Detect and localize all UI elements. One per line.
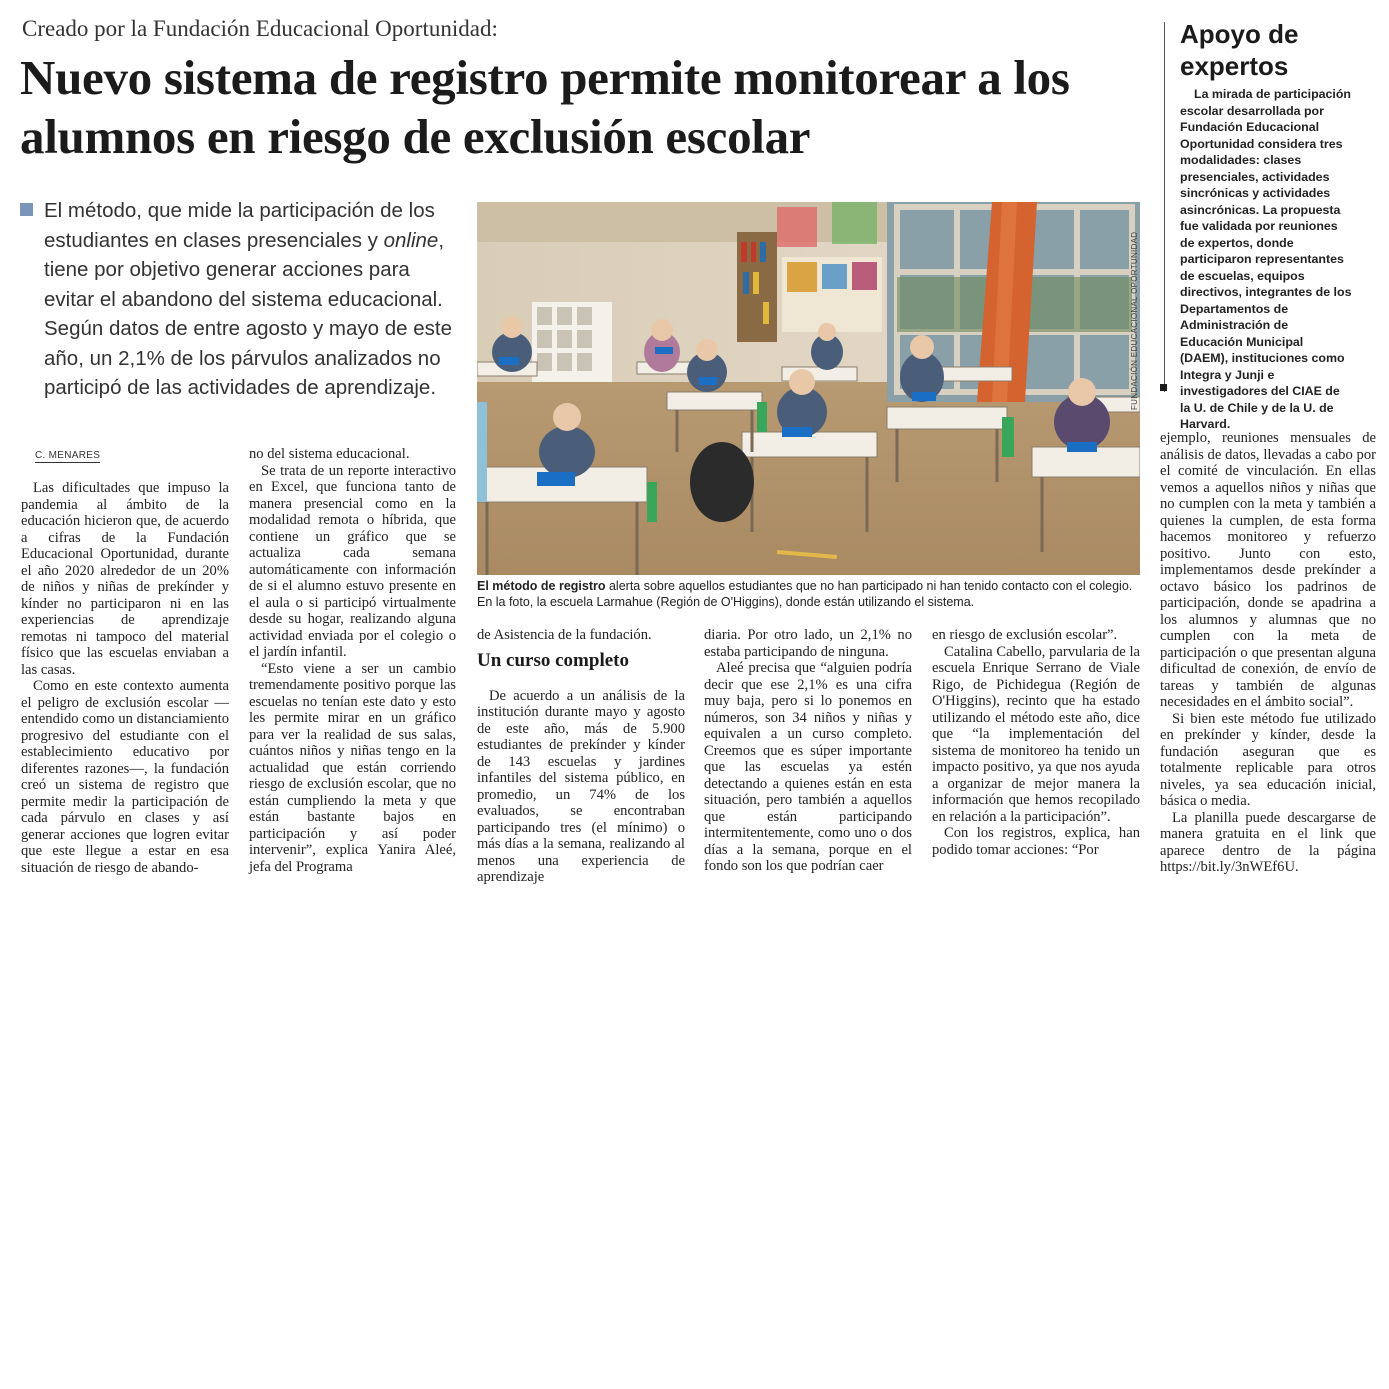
paragraph-continuation: no del sistema educacional. [249,446,410,462]
bullet-square-icon [20,203,33,216]
article-lead [20,196,465,403]
paragraph: La planilla puede descargarse de manera gratuita en el link que aparece dentro de la página https://bit.ly/3nWEf6U. [1160,809,1376,875]
body-column-1 [21,480,229,876]
body-column-4 [704,627,912,875]
photo-caption [477,578,1142,610]
paragraph: Las dificultades que impuso la pandemia al ámbito de la educación hicieron que, de acuerdo a cifras de la Fundación Educacional Oportunidad, durante el año 2020 alrededor de un 20% de niños y niñas de prekínder y kínder no participaron ni en las experiencias de aprendizaje remotas ni tampoco del material físico que las escuelas enviaban a las casas. [21,480,229,678]
sidebar-paragraph: La mirada de participación escolar desarrollada por Fundación Educacional Oportunidad considera tres modalidades: clases presenciales, actividades sincrónicas y actividades asincrónicas. La propuesta fue validada por reuniones de expertos, donde participaron representantes de escuelas, equipos directivos, integrantes de los Departamentos de Administración de Educación Municipal (DAEM), instituciones como Integra y Junji e investigadores del CIAE de la U. de Chile y de la U. de Harvard. [1180,87,1352,431]
body-column-3 [477,627,685,886]
lead-text-part2: , tiene por objetivo generar acciones para evitar el abandono del sistema educacional. Según datos de entre agosto y mayo de este año, un 2,1% de los párvulos analizados no participó de las actividades de aprendizaje. [44,228,452,399]
paragraph-continuation: en riesgo de exclusión escolar”. [932,627,1118,643]
sidebar-divider [1164,22,1165,392]
paragraph: Se trata de un reporte interactivo en Excel, que funciona tanto de manera presencial como en la modalidad remota o híbrida, que contiene un gráfico que se actualiza cada semana automáticamente con información de si el alumno estuvo presente en el aula o si participó virtualmente desde su hogar, realizando alguna actividad enviada por el colegio o el jardín infantil. [249,462,456,660]
paragraph: Catalina Cabello, parvularia de la escuela Enrique Serrano de Viale Rigo, de Pichidegua (Región de O'Higgins), recinto que ha estado utilizando el método este año, dice que “la implementación del sistema de monitoreo ha tenido un impacto positivo, ya que nos ayuda a organizar de mejor manera la información que hemos recopilado en relación a la participación”. [932,643,1140,825]
paragraph: Aleé precisa que “alguien podría decir que ese 2,1% es una cifra muy baja, pero si lo ponemos en números, son 34 niños y niñas y equivalen a un curso completo. Creemos que es súper importante que las escuelas ya estén detectando a quienes están en esta situación, pero también a aquellos que están participando intermitentemente, como uno o dos días a la semana, porque en el fondo son los que podrían caer [704,660,912,874]
byline: C. MENARES [35,450,101,461]
end-square-icon [1160,384,1167,391]
paragraph: “Esto viene a ser un cambio tremendamente positivo porque las escuelas no tenían este dato y esto les permite mirar en un gráfico para ver la realidad de sus salas, cuántos niños y niñas tengo en la actualidad que están corriendo riesgo de exclusión escolar, que no están cumpliendo la meta y que están bastante bajos en participación y así poder intervenir”, explica Yanira Aleé, jefa del Programa [249,660,456,875]
paragraph-continuation: de Asistencia de la fundación. [477,627,652,643]
paragraph: Si bien este método fue utilizado en prekínder y kínder, desde la fundación aseguran que es totalmente replicable para otros niveles, ya sea educación inicial, básica o media. [1160,710,1376,809]
section-subheading: Un curso completo [477,649,629,671]
lead-text-italic: online [383,228,439,252]
body-column-5 [932,627,1140,858]
caption-lead: El método de registro [477,579,606,593]
paragraph: De acuerdo a un análisis de la institución durante mayo y agosto de este año, más de 5.900 estudiantes de prekínder y kínder de 143 escuelas y jardines infantiles del sistema público, en promedio, un 74% de los evaluados, se encontraban participando tres (el mínimo) o más días a la semana, realizando al menos una experiencia de aprendizaje [477,687,685,885]
sidebar-title: Apoyo de expertos [1180,19,1299,81]
photo-credit: FUNDACIÓN EDUCACIONAL OPORTUNIDAD [1130,231,1139,410]
lead-text [44,196,465,403]
article-headline: Nuevo sistema de registro permite monitorear a los alumnos en riesgo de exclusión escolar [20,50,1070,164]
sidebar-body [1180,86,1352,433]
body-column-6 [1160,430,1376,876]
paragraph: Con los registros, explica, han podido tomar acciones: “Por [932,825,1140,858]
paragraph: Como en este contexto aumenta el peligro de exclusión escolar —entendido como un distanciamiento progresivo del estudiante con el establecimiento educativo por diferentes razones—, la fundación creó un sistema de registro que permite medir la participación de cada párvulo en clases y así generar acciones que logren evitar que este llegue a estar en esa situación de riesgo de abando- [21,678,229,876]
body-column-2 [249,446,456,875]
paragraph-continuation: diaria. Por otro lado, un 2,1% no estaba participando de ninguna. [704,627,912,660]
caption-text: alerta sobre aquellos estudiantes que no han participado ni han tenido contacto con el colegio. En la foto, la escuela Larmahue (Región de O'Higgins), donde están utilizando el sistema. [477,579,1133,609]
paragraph-continuation: ejemplo, reuniones mensuales de análisis de datos, llevadas a cabo por el comité de vinculación. En ellas vemos a aquellos niños y niñas que no cumplen con la meta y también a quienes la cumplen, de esta forma hacemos monitoreo y refuerzo positivo. Junto con esto, implementamos desde prekínder a octavo básico los padrinos de participación, donde se apadrina a los alumnos y alumnas que no cumplen con la meta de participación o que presentan alguna dificultad de conexión, de envío de tareas y también de algunas necesidades en el ámbito social”. [1160,430,1376,710]
article-kicker: Creado por la Fundación Educacional Oportunidad: [22,16,498,41]
classroom-photo [477,202,1140,575]
lead-text-part1: El método, que mide la participación de los estudiantes en clases presenciales y [44,199,435,252]
